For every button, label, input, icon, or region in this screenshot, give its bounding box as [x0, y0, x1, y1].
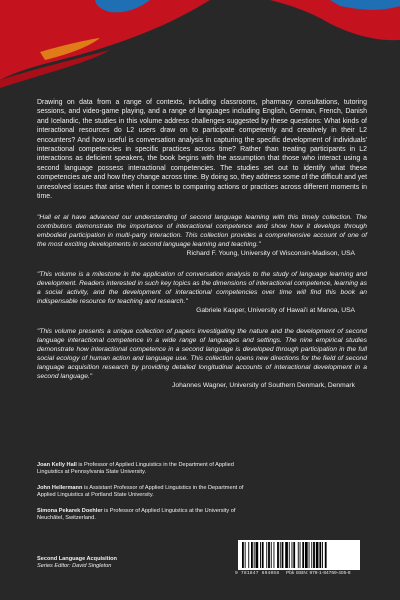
main-text — [37, 98, 367, 390]
series-editor: Series Editor: David Singleton — [37, 563, 112, 570]
endorsement-quote: "This volume is a milestone in the application of conversation analysis to the study of language learning and development. Readers interested in such key topics as the dimensions of interactional competence, learning as a social activity, and the development of interactional competencies over time will find this book an indispensable resource for teaching and research." — [37, 271, 367, 306]
decorative-header-artwork — [0, 0, 400, 95]
endorsement-quote: "This volume presents a unique collection of papers investigating the nature and the development of second language interactional competence in a wide range of languages and settings. The nine empirical studies demonstrate how interactional competence in a second language is developed through participation in the full social ecology of human action and language use. This collection opens new directions for the field of second language acquisition research by providing detailed longitudinal accounts of interactional development in a second language." — [37, 328, 367, 381]
barcode — [238, 540, 360, 570]
author-name: Simona Pekarek Doehler — [37, 507, 103, 514]
author-name: Joan Kelly Hall — [37, 462, 77, 468]
endorsement — [37, 327, 367, 390]
author-bio — [37, 508, 252, 523]
series-title: Second Language Acquisition — [37, 556, 117, 562]
author-bio-text: is Professor of Applied Linguistics in the Department of Applied Linguistics at Pennsylvania State University. — [37, 462, 234, 476]
isbn-number: Pbk ISBN: 978-1-84769-405-8 — [286, 571, 351, 576]
endorsement-attribution: Gabriele Kasper, University of Hawai'i at Manoa, USA — [196, 307, 355, 315]
endorsement-attribution: Richard F. Young, University of Wisconsin-Madison, USA — [186, 250, 355, 258]
endorsement — [37, 213, 367, 258]
endorsement-quote: "Hall et al have advanced our understanding of second language learning with this timely collection. The contributors demonstrate the importance of interactional competence and show how it develops through embodied participation in multi-party interaction. This collection provides a comprehensive account of one of the most exciting developments in second language learning and teaching." — [37, 214, 367, 249]
author-name: John Hellermann — [37, 484, 83, 491]
author-bio-text: is Professor of Applied Linguistics at the University of Neuchâtel, Switzerland. — [37, 507, 236, 522]
endorsement-attribution: Johannes Wagner, University of Southern Denmark, Denmark — [172, 382, 355, 390]
author-bios — [37, 462, 337, 530]
series-info — [37, 556, 117, 571]
book-description: Drawing on data from a range of contexts, including classrooms, pharmacy consultations, tutoring sessions, and video-game playing, and a range of languages including English, German, French, Danish and Icelandic, the studies in this volume address challenges suggested by these questions: What kinds of interactional resources do L2 users draw on to participate competently and creatively in their L2 encounters? And how useful is conversation analysis in capturing the specific development of individuals' interactional competencies in specific practices across time? Rather than treating participants in L2 interactions as deficient speakers, the book begins with the assumption that those who interact using a second language possess interactional competencies. The studies set out to identify what these competencies are and how they change across time. By doing so, they address some of the difficult and yet unresolved issues that arise when it comes to comparing actions or practices across different moments in time. — [37, 99, 367, 201]
barcode-digits: 9 781847 694058 — [235, 571, 280, 576]
author-bio — [37, 462, 252, 477]
author-bio-text: is Assistant Professor of Applied Linguistics in the Department of Applied Linguistics at Portland State University. — [37, 484, 244, 499]
author-bio — [37, 485, 252, 500]
endorsement — [37, 270, 367, 315]
